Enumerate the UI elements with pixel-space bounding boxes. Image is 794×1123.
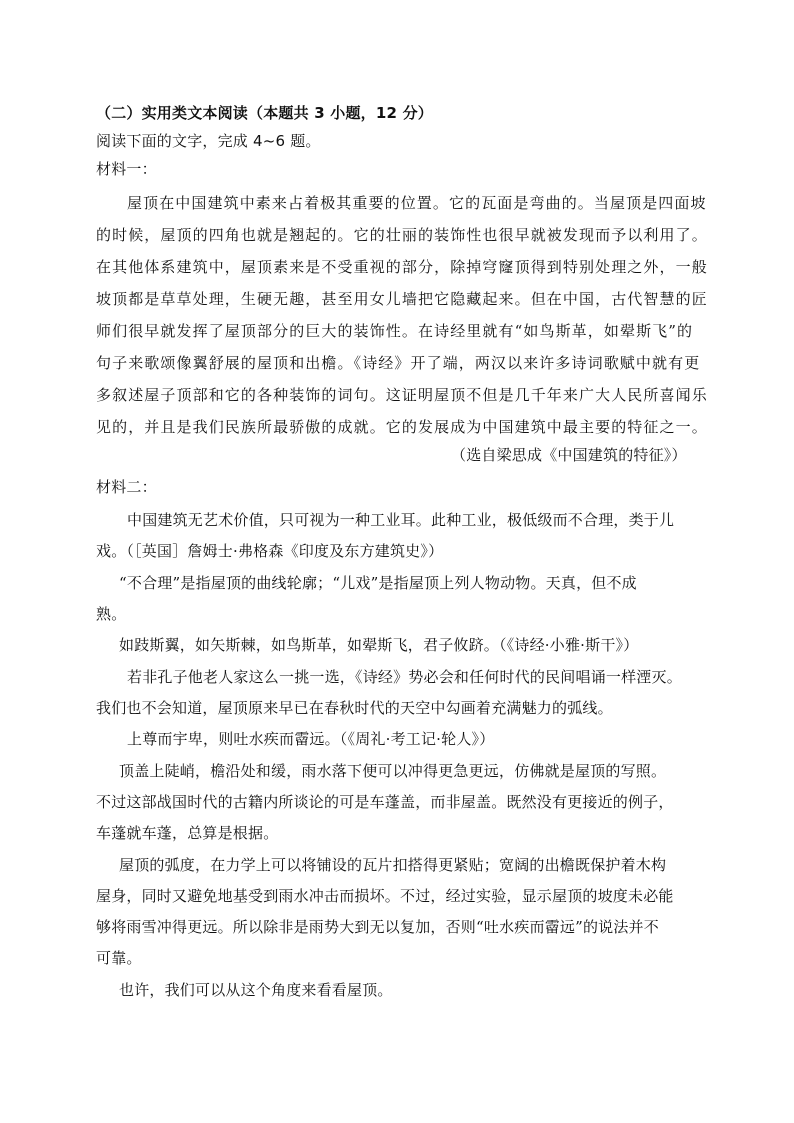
material-1-source: （选自梁思成《中国建筑的特征》） (451, 446, 687, 464)
material-2-line: 如跂斯翼，如矢斯棘，如鸟斯革，如翚斯飞，君子攸跻。（《诗经·小雅·斯干》） (119, 636, 639, 654)
material-2-line: 也许，我们可以从这个角度来看看屋顶。 (119, 981, 393, 999)
material-2-line: 顶盖上陡峭，檐沿处和缓，雨水落下便可以冲得更急更远，仿佛就是屋顶的写照。 (119, 762, 667, 780)
material-2-line: 熟。 (96, 605, 127, 623)
material-2-line: 屋身，同时又避免地基受到雨水冲击而损坏。不过，经过实验，显示屋顶的坡度未必能 (96, 887, 674, 905)
material-2-line: “不合理”是指屋顶的曲线轮廓；“儿戏”是指屋顶上列人物动物。天真，但不成 (119, 574, 637, 592)
material-1-line: 的时候，屋顶的四角也就是翘起的。它的壮丽的装饰性也很早就被发现而予以利用了。 (96, 226, 708, 244)
section-title: （二）实用类文本阅读（本题共 3 小题，12 分） (96, 104, 433, 122)
material-2-line: 可靠。 (96, 949, 142, 967)
material-1-line: 见的，并且是我们民族所最骄傲的成就。它的发展成为中国建筑中最主要的特征之一。 (96, 418, 708, 436)
material-1-line: 师们很早就发挥了屋顶部分的巨大的装饰性。在诗经里就有“如鸟斯革，如翚斯飞”的 (96, 322, 694, 340)
material-2-line: 戏。（［英国］詹姆士·弗格森《印度及东方建筑史》） (96, 542, 444, 560)
material-2-line: 够将雨雪冲得更远。所以除非是雨势大到无以复加，否则“吐水疾而霤远”的说法并不 (96, 918, 659, 936)
material-2-line: 屋顶的弧度，在力学上可以将铺设的瓦片扣搭得更紧贴；宽阔的出檐既保护着木构 (119, 856, 667, 874)
material-2-line: 不过这部战国时代的古籍内所谈论的可是车蓬盖，而非屋盖。既然没有更接近的例子， (96, 793, 674, 811)
material-1-label: 材料一： (96, 160, 157, 178)
material-1-line: 坡顶都是草草处理，生硬无趣，甚至用女儿墙把它隐藏起来。但在中国，古代智慧的匠 (96, 290, 708, 308)
material-1-line: 屋顶在中国建筑中素来占着极其重要的位置。它的瓦面是弯曲的。当屋顶是四面坡 (127, 194, 707, 212)
material-2-line: 若非孔子他老人家这么一挑一选，《诗经》势必会和任何时代的民间唱诵一样湮灭。 (127, 668, 682, 686)
material-2-line: 中国建筑无艺术价值，只可视为一种工业耳。此种工业，极低级而不合理，类于儿 (127, 511, 675, 529)
material-1-line: 多叙述屋子顶部和它的各种装饰的词句。这证明屋顶不但是几千年来广大人民所喜闻乐 (96, 386, 708, 404)
material-2-line: 上尊而宇卑，则吐水疾而霤远。（《周礼·考工记·轮人》） (127, 730, 495, 748)
reading-instruction: 阅读下面的文字，完成 4~6 题。 (96, 132, 321, 150)
material-2-line: 我们也不会知道，屋顶原来早已在春秋时代的天空中勾画着充满魅力的弧线。 (96, 699, 613, 717)
material-1-line: 在其他体系建筑中，屋顶素来是不受重视的部分，除掉穹窿顶得到特别处理之外，一般 (96, 258, 708, 276)
material-2-line: 车蓬就车蓬，总算是根据。 (96, 824, 279, 842)
material-2-label: 材料二： (96, 478, 157, 496)
material-1-line: 句子来歌颂像翼舒展的屋顶和出檐。《诗经》开了端，两汉以来许多诗词歌赋中就有更 (96, 354, 701, 372)
